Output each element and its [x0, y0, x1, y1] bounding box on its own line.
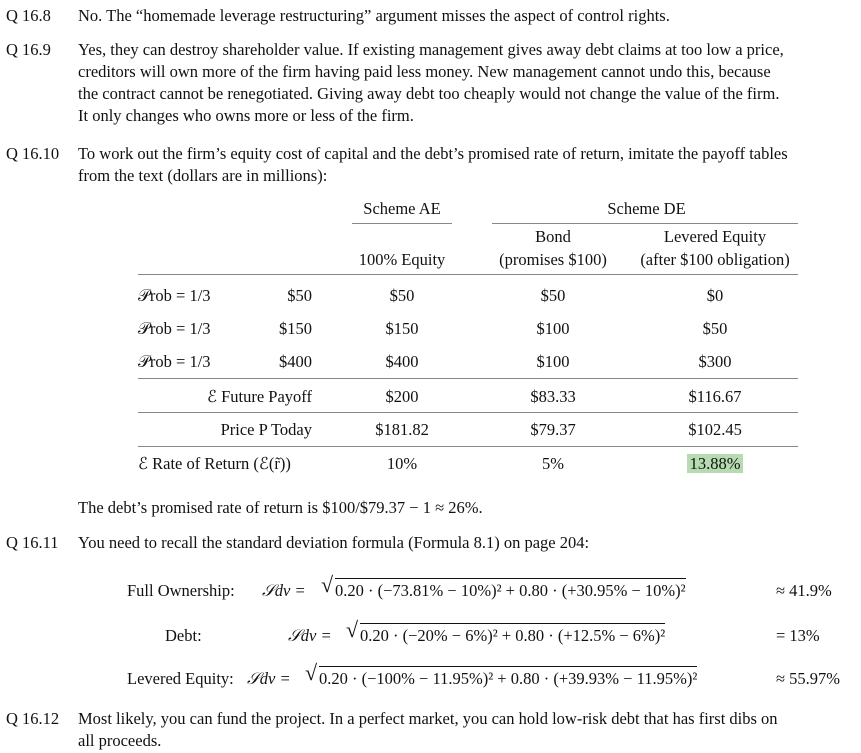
equity-payoff: $150 — [385, 319, 419, 338]
ror-equity: 10% — [386, 454, 418, 473]
bond-payoff: $50 — [540, 286, 566, 305]
header-levered-equity: Levered Equity — [663, 227, 767, 246]
answer-line: Most likely, you can fund the project. In a perfect market, you can hold low-risk debt that has first dibs on — [78, 709, 778, 728]
answer-text: You need to recall the standard deviation formula (Formula 8.1) on page 204: — [78, 533, 590, 552]
formula-label: Levered Equity: — [127, 669, 234, 688]
future-levered: $116.67 — [688, 387, 742, 406]
answer-line: To work out the firm’s equity cost of capital and the debt’s promised rate of return, imitate the payoff tables — [78, 144, 788, 163]
question-number: Q 16.10 — [6, 144, 60, 163]
formula-label: Full Ownership: — [127, 581, 235, 600]
ror-levered-cell — [630, 453, 800, 475]
table-rule — [138, 378, 798, 379]
equity-payoff: $400 — [385, 352, 419, 371]
sqrt-symbol: √ — [346, 617, 359, 642]
ror-levered-highlight: 13.88% — [687, 454, 744, 473]
answer-text — [78, 708, 858, 752]
firm-payoff: $400 — [279, 352, 312, 371]
levered-payoff: $50 — [702, 319, 728, 338]
answer-line: all proceeds. — [78, 731, 162, 750]
table-rule — [138, 412, 798, 413]
firm-payoff: $150 — [279, 319, 312, 338]
price-today-label: Price P Today — [220, 420, 312, 439]
question-number: Q 16.8 — [6, 6, 51, 25]
question-number: Q 16.12 — [6, 709, 60, 728]
formula-result: ≈ 55.97% — [776, 669, 841, 688]
header-bond-promise: (promises $100) — [499, 250, 607, 269]
header-scheme-de: Scheme DE — [607, 199, 686, 218]
answer-text — [78, 39, 858, 127]
formula-radicand: 0.20 · (−73.81% − 10%)² + 0.80 · (+30.95% − 10%)² — [335, 578, 686, 602]
table-rule — [138, 446, 798, 447]
header-scheme-ae: Scheme AE — [363, 199, 441, 218]
equity-payoff: $50 — [389, 286, 415, 305]
prob-label: 𝒫rob = 1/3 — [138, 352, 211, 371]
formula-radicand: 0.20 · (−20% − 6%)² + 0.80 · (+12.5% − 6%)² — [360, 623, 665, 647]
header-rule-de — [492, 223, 798, 224]
sqrt-symbol: √ — [321, 572, 334, 597]
formula-result: = 13% — [776, 626, 820, 645]
answer-text: No. The “homemade leverage restructuring” argument misses the aspect of control rights. — [78, 6, 670, 25]
answer-line: from the text (dollars are in millions): — [78, 166, 328, 185]
future-payoff-label: ℰ Future Payoff — [206, 387, 312, 406]
prob-label: 𝒫rob = 1/3 — [138, 319, 211, 338]
answer-line: creditors will own more of the firm having paid less money. New management cannot undo this, because — [78, 62, 771, 81]
sqrt-symbol: √ — [305, 660, 318, 685]
price-levered: $102.45 — [688, 420, 742, 439]
header-levered-obligation: (after $100 obligation) — [640, 250, 790, 269]
formula-label: Debt: — [165, 626, 202, 645]
question-number: Q 16.11 — [6, 533, 59, 552]
answer-line: the contract cannot be renegotiated. Giving away debt too cheaply would not change the value of the firm. — [78, 84, 780, 103]
price-bond: $79.37 — [530, 420, 576, 439]
header-rule-ae — [352, 223, 452, 224]
levered-payoff: $300 — [698, 352, 732, 371]
answer-text — [78, 143, 858, 187]
formula-radicand: 0.20 · (−100% − 11.95%)² + 0.80 · (+39.93% − 11.95%)² — [319, 666, 697, 690]
price-equity: $181.82 — [375, 420, 429, 439]
question-number: Q 16.9 — [6, 40, 51, 59]
debt-rate-note: The debt’s promised rate of return is $100/$79.37 − 1 ≈ 26%. — [78, 498, 483, 517]
answer-line: It only changes who owns more or less of the firm. — [78, 106, 414, 125]
answer-line: Yes, they can destroy shareholder value. If existing management gives away debt claims at too low a price, — [78, 40, 784, 59]
bond-payoff: $100 — [536, 319, 570, 338]
header-equity: 100% Equity — [358, 250, 446, 269]
future-bond: $83.33 — [530, 387, 576, 406]
rate-of-return-label: ℰ Rate of Return (ℰ(r̃)) — [138, 454, 291, 473]
header-bond: Bond — [535, 227, 571, 246]
formula-lhs: 𝒮dv = — [262, 581, 306, 600]
future-equity: $200 — [385, 387, 419, 406]
table-rule — [138, 274, 798, 275]
levered-payoff: $0 — [706, 286, 724, 305]
bond-payoff: $100 — [536, 352, 570, 371]
ror-bond: 5% — [542, 454, 564, 473]
formula-lhs: 𝒮dv = — [247, 669, 291, 688]
formula-result: ≈ 41.9% — [776, 581, 832, 600]
firm-payoff: $50 — [287, 286, 312, 305]
formula-lhs: 𝒮dv = — [288, 626, 332, 645]
prob-label: 𝒫rob = 1/3 — [138, 286, 211, 305]
